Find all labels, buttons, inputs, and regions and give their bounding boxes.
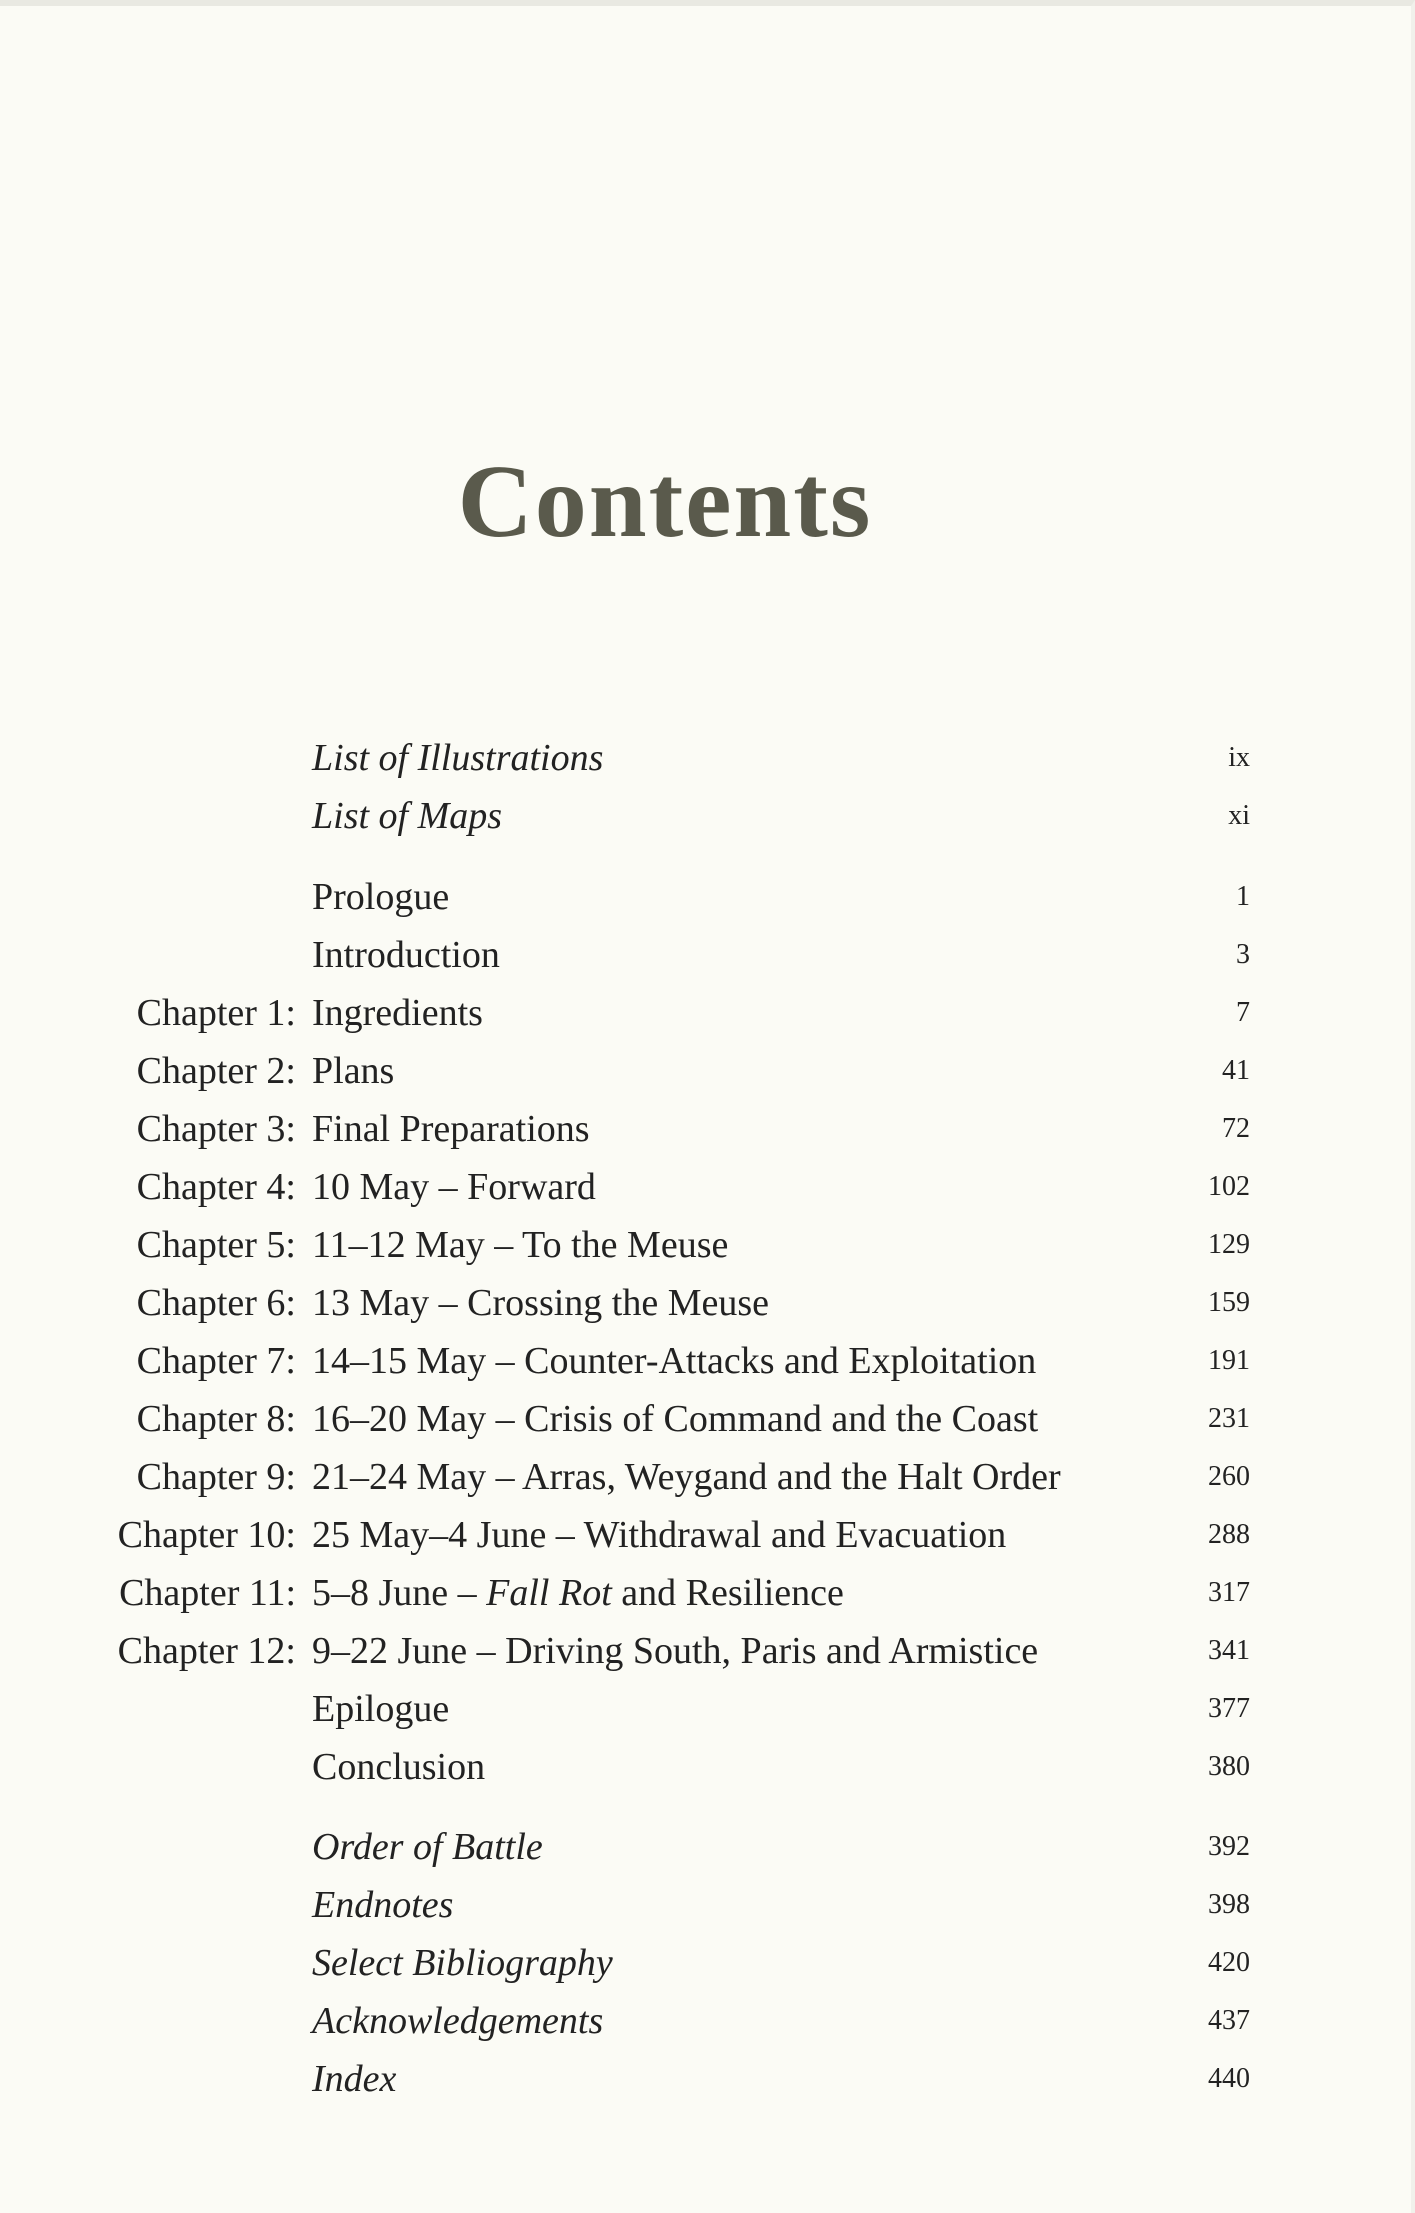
toc-entry-page: 41 <box>1222 1055 1250 1086</box>
toc-entry-prologue[interactable] <box>0 868 1415 926</box>
toc-entry-page: 437 <box>1208 2005 1250 2036</box>
toc-chapter-label: Chapter 7: <box>136 1340 296 1382</box>
toc-entry-chapter-9[interactable] <box>0 1448 1415 1506</box>
toc-entry-title <box>312 1564 844 1622</box>
toc-entry-title: Index <box>312 2058 397 2100</box>
toc-entry-index[interactable] <box>0 2050 1415 2108</box>
toc-entry-title: Select Bibliography <box>312 1942 613 1984</box>
toc-chapter-label: Chapter 3: <box>136 1108 296 1150</box>
toc-entry-page: 1 <box>1236 881 1250 912</box>
toc-entry-chapter-12[interactable] <box>0 1622 1415 1680</box>
toc-entry-page: 102 <box>1208 1171 1250 1202</box>
toc-entry-title: Conclusion <box>312 1746 486 1788</box>
toc-entry-title: 16–20 May – Crisis of Command and the Coast <box>312 1398 1039 1440</box>
toc-entry-page: 191 <box>1208 1345 1250 1376</box>
toc-entry-title: 25 May–4 June – Withdrawal and Evacuation <box>312 1514 1007 1556</box>
toc-entry-conclusion[interactable] <box>0 1738 1415 1796</box>
toc-entry-chapter-8[interactable] <box>0 1390 1415 1448</box>
toc-entry-epilogue[interactable] <box>0 1680 1415 1738</box>
toc-entry-page: 420 <box>1208 1947 1250 1978</box>
toc-entry-page: 380 <box>1208 1751 1250 1782</box>
toc-entry-page: 231 <box>1208 1403 1250 1434</box>
toc-entry-order-of-battle[interactable] <box>0 1818 1415 1876</box>
toc-entry-title: Prologue <box>312 876 450 918</box>
toc-entry-page: ix <box>1228 742 1250 773</box>
toc-entry-title: Ingredients <box>312 992 483 1034</box>
toc-chapter-label: Chapter 8: <box>136 1398 296 1440</box>
toc-entry-endnotes[interactable] <box>0 1876 1415 1934</box>
toc-entry-title: Order of Battle <box>312 1826 543 1868</box>
toc-entry-title: Acknowledgements <box>312 2000 604 2042</box>
toc-entry-title: 13 May – Crossing the Meuse <box>312 1282 770 1324</box>
toc-entry-page: 129 <box>1208 1229 1250 1260</box>
toc-entry-introduction[interactable] <box>0 926 1415 984</box>
toc-entry-chapter-5[interactable] <box>0 1216 1415 1274</box>
toc-chapter-label: Chapter 10: <box>117 1514 296 1556</box>
toc-entry-page: 7 <box>1236 997 1250 1028</box>
toc-entry-acknowledgements[interactable] <box>0 1992 1415 2050</box>
toc-entry-title-start: 5–8 June – <box>312 1572 487 1614</box>
toc-entry-title-italic: Fall Rot <box>486 1572 612 1614</box>
page-title: Contents <box>457 443 873 559</box>
toc-entry-page: 317 <box>1208 1577 1250 1608</box>
toc-entry-title: Plans <box>312 1050 395 1092</box>
toc-chapter-label: Chapter 11: <box>119 1572 296 1614</box>
toc-entry-page: 440 <box>1208 2063 1250 2094</box>
toc-entry-title: 9–22 June – Driving South, Paris and Armistice <box>312 1630 1039 1672</box>
toc-entry-title: 14–15 May – Counter-Attacks and Exploitation <box>312 1340 1037 1382</box>
toc-entry-page: 288 <box>1208 1519 1250 1550</box>
toc-entry-page: 260 <box>1208 1461 1250 1492</box>
toc-entry-list-of-maps[interactable] <box>0 787 1415 845</box>
toc-entry-title: 21–24 May – Arras, Weygand and the Halt Order <box>312 1456 1061 1498</box>
toc-entry-page: 398 <box>1208 1889 1250 1920</box>
toc-chapter-label: Chapter 4: <box>136 1166 296 1208</box>
toc-entry-select-bibliography[interactable] <box>0 1934 1415 1992</box>
toc-entry-page: 72 <box>1222 1113 1250 1144</box>
toc-entry-list-of-illustrations[interactable] <box>0 729 1415 787</box>
toc-entry-title: List of Illustrations <box>312 737 604 779</box>
toc-entry-title: Introduction <box>312 934 500 976</box>
toc-entry-chapter-4[interactable] <box>0 1158 1415 1216</box>
toc-entry-page: 3 <box>1236 939 1250 970</box>
toc-entry-chapter-1[interactable] <box>0 984 1415 1042</box>
toc-entry-title: Endnotes <box>312 1884 454 1926</box>
toc-entry-page: xi <box>1228 800 1250 831</box>
toc-entry-title: 10 May – Forward <box>312 1166 596 1208</box>
toc-entry-chapter-7[interactable] <box>0 1332 1415 1390</box>
toc-entry-title: 11–12 May – To the Meuse <box>312 1224 729 1266</box>
toc-chapter-label: Chapter 2: <box>136 1050 296 1092</box>
toc-chapter-label: Chapter 1: <box>136 992 296 1034</box>
toc-entry-page: 377 <box>1208 1693 1250 1724</box>
toc-entry-title-end: and Resilience <box>611 1572 844 1614</box>
toc-entry-page: 159 <box>1208 1287 1250 1318</box>
toc-entry-chapter-10[interactable] <box>0 1506 1415 1564</box>
toc-entry-page: 341 <box>1208 1635 1250 1666</box>
toc-entry-chapter-11[interactable] <box>0 1564 1415 1622</box>
toc-entry-title: Final Preparations <box>312 1108 590 1150</box>
toc-entry-chapter-6[interactable] <box>0 1274 1415 1332</box>
toc-chapter-label: Chapter 12: <box>117 1630 296 1672</box>
toc-entry-page: 392 <box>1208 1831 1250 1862</box>
toc-chapter-label: Chapter 5: <box>136 1224 296 1266</box>
toc-chapter-label: Chapter 9: <box>136 1456 296 1498</box>
toc-entry-chapter-3[interactable] <box>0 1100 1415 1158</box>
toc-entry-title: List of Maps <box>312 795 503 837</box>
toc-entry-title: Epilogue <box>312 1688 450 1730</box>
toc-entry-chapter-2[interactable] <box>0 1042 1415 1100</box>
toc-chapter-label: Chapter 6: <box>136 1282 296 1324</box>
